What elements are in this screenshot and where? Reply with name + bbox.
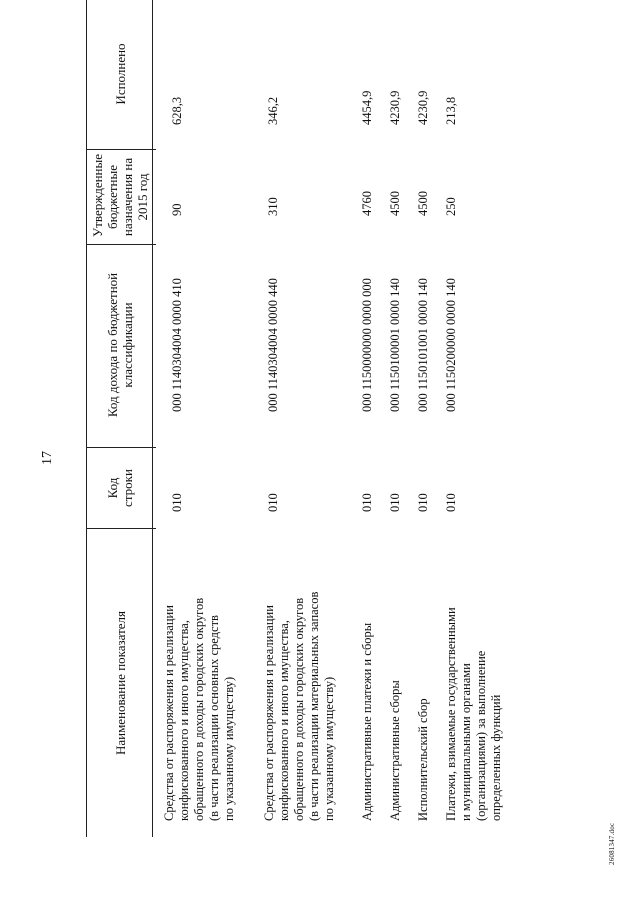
table-row-1-income-code: 000 1140304004 0000 410: [170, 278, 184, 412]
table-row-4-name: Административные сборы: [388, 680, 402, 821]
table-row-1-executed: 628,3: [170, 96, 184, 125]
table-row-5-income-code: 000 1150101001 0000 140: [416, 278, 430, 412]
table-row-1-name: Средства от распоряжения и реализации конфискованного и иного имущества, обращенного в доходы городских округов (в части реализации основных средств по указанному имуществу): [162, 597, 236, 821]
table-row-5-name: Исполнительский сбор: [416, 698, 430, 821]
table-row-5-approved: 4500: [416, 191, 430, 216]
table-row-2-income-code: 000 1140304004 0000 440: [266, 278, 280, 412]
table-border-top: [86, 0, 87, 837]
table-row-1-line-code: 010: [170, 493, 184, 512]
header-executed: Исполнено: [112, 43, 128, 105]
table-row-3-line-code: 010: [360, 493, 374, 512]
col-divider-2: [86, 447, 156, 448]
table-row-5-line-code: 010: [416, 493, 430, 512]
header-line-code: Код строки: [105, 469, 135, 507]
table-row-4-executed: 4230,9: [388, 90, 402, 125]
table-header-separator: [152, 0, 153, 837]
table-row-6-income-code: 000 1150200000 0000 140: [444, 278, 458, 412]
col-divider-4: [86, 149, 156, 150]
col-divider-1: [86, 528, 156, 529]
table-row-6-approved: 250: [444, 197, 458, 216]
table-row-3-name: Административные платежи и сборы: [360, 622, 374, 821]
table-row-6-name: Платежи, взимаемые государственными и муниципальными органами (организациями) за выполнение определенных функций: [444, 607, 503, 821]
table-row-6-line-code: 010: [444, 493, 458, 512]
table-row-6-executed: 213,8: [444, 96, 458, 125]
table-row-4-approved: 4500: [388, 191, 402, 216]
table-row-4-income-code: 000 1150100001 0000 140: [388, 278, 402, 412]
table-row-3-executed: 4454,9: [360, 90, 374, 125]
document-code: 26081347.doc: [608, 822, 616, 865]
table-row-2-approved: 310: [266, 197, 280, 216]
header-approved: Утвержденные бюджетные назначения на 2015 год: [90, 153, 150, 237]
header-indicator-name: Наименование показателя: [112, 610, 128, 756]
table-row-2-name: Средства от распоряжения и реализации конфискованного и иного имущества, обращенного в доходы городских округов (в части реализации материальных запасов по указанному имуществу): [262, 591, 336, 821]
table-row-3-approved: 4760: [360, 191, 374, 216]
page-number: 17: [40, 451, 55, 465]
table-row-3-income-code: 000 1150000000 0000 000: [360, 278, 374, 412]
table-row-4-line-code: 010: [388, 493, 402, 512]
table-row-5-executed: 4230,9: [416, 90, 430, 125]
table-row-1-approved: 90: [170, 203, 184, 216]
table-row-2-line-code: 010: [266, 493, 280, 512]
header-income-code: Код дохода по бюджетной классификации: [105, 272, 135, 418]
col-divider-3: [86, 244, 156, 245]
table-row-2-executed: 346,2: [266, 96, 280, 125]
